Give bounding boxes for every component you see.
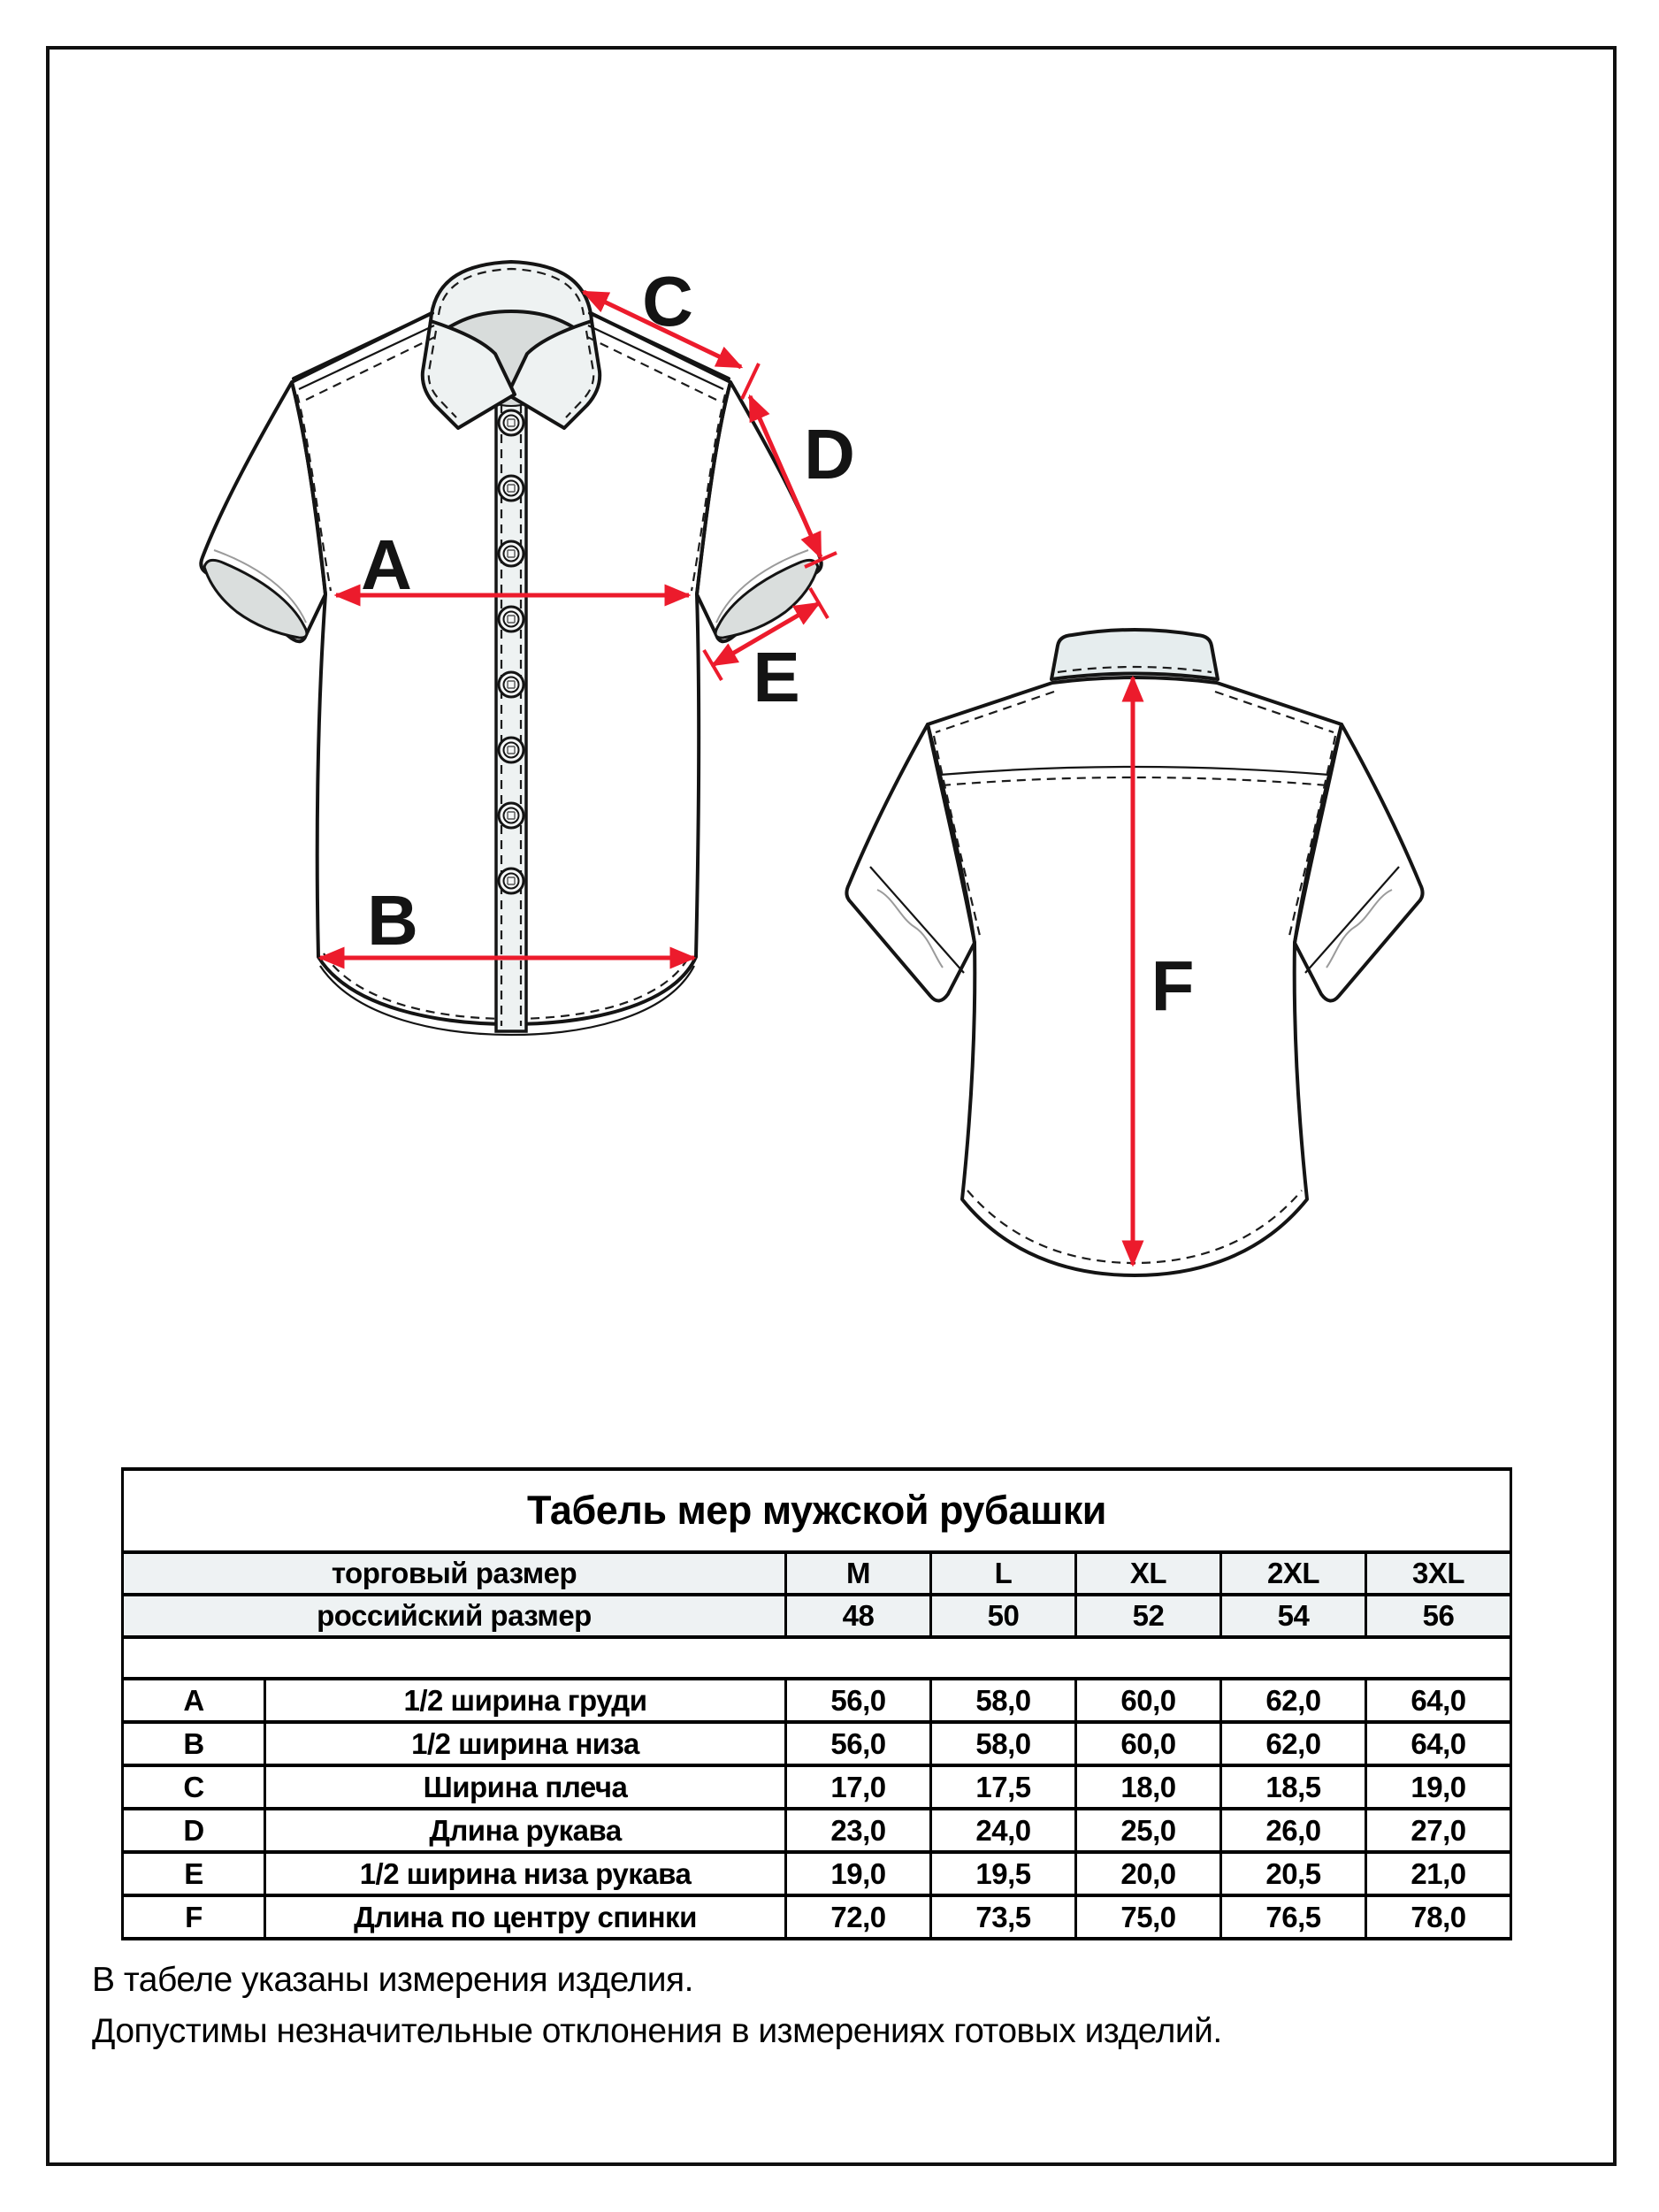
measure-letter: C [123, 1765, 265, 1809]
measure-value: 58,0 [931, 1722, 1076, 1765]
measure-label-b: B [367, 881, 418, 960]
russian-size-value: 50 [931, 1595, 1076, 1637]
measure-value: 17,0 [786, 1765, 931, 1809]
table-row [123, 1722, 1511, 1765]
measure-value: 60,0 [1076, 1722, 1221, 1765]
measure-value: 19,0 [1366, 1765, 1511, 1809]
table-row [123, 1852, 1511, 1895]
size-col-header: L [931, 1552, 1076, 1595]
size-col-header: 3XL [1366, 1552, 1511, 1595]
measure-name: 1/2 ширина низа рукава [265, 1852, 786, 1895]
measure-value: 27,0 [1366, 1809, 1511, 1852]
russian-size-value: 52 [1076, 1595, 1221, 1637]
shirt-front-drawing [201, 262, 821, 1035]
measure-value: 24,0 [931, 1809, 1076, 1852]
spacer-cell [123, 1637, 1511, 1679]
measure-value: 19,5 [931, 1852, 1076, 1895]
footnotes [92, 1955, 1222, 2057]
measure-label-a: A [361, 525, 412, 604]
measure-letter: B [123, 1722, 265, 1765]
measure-value: 64,0 [1366, 1722, 1511, 1765]
measure-value: 20,5 [1221, 1852, 1366, 1895]
measure-value: 17,5 [931, 1765, 1076, 1809]
measure-value: 56,0 [786, 1679, 931, 1722]
measure-value: 72,0 [786, 1895, 931, 1939]
measure-value: 19,0 [786, 1852, 931, 1895]
measure-value: 60,0 [1076, 1679, 1221, 1722]
trade-size-row [123, 1552, 1511, 1595]
size-col-header: XL [1076, 1552, 1221, 1595]
measure-value: 76,5 [1221, 1895, 1366, 1939]
size-col-header: M [786, 1552, 931, 1595]
measure-label-f: F [1151, 946, 1195, 1025]
measure-letter: A [123, 1679, 265, 1722]
measure-name: Ширина плеча [265, 1765, 786, 1809]
measure-letter: E [123, 1852, 265, 1895]
size-col-header: 2XL [1221, 1552, 1366, 1595]
measure-letter: F [123, 1895, 265, 1939]
spacer-row [123, 1637, 1511, 1679]
measure-value: 62,0 [1221, 1679, 1366, 1722]
measure-value: 18,0 [1076, 1765, 1221, 1809]
measure-value: 23,0 [786, 1809, 931, 1852]
measure-value: 18,5 [1221, 1765, 1366, 1809]
back-left-sleeve [846, 724, 975, 1001]
measure-name: Длина по центру спинки [265, 1895, 786, 1939]
table-row [123, 1895, 1511, 1939]
measurement-arrows [320, 292, 1133, 1265]
measure-value: 21,0 [1366, 1852, 1511, 1895]
russian-size-value: 56 [1366, 1595, 1511, 1637]
russian-size-label: российский размер [123, 1595, 786, 1637]
measure-value: 62,0 [1221, 1722, 1366, 1765]
measure-value: 75,0 [1076, 1895, 1221, 1939]
table-title: Табель мер мужской рубашки [123, 1469, 1511, 1552]
measure-value: 56,0 [786, 1722, 931, 1765]
table-row [123, 1809, 1511, 1852]
measure-value: 20,0 [1076, 1852, 1221, 1895]
measure-value: 78,0 [1366, 1895, 1511, 1939]
back-right-sleeve [1295, 724, 1423, 1001]
measure-value: 25,0 [1076, 1809, 1221, 1852]
russian-size-value: 54 [1221, 1595, 1366, 1637]
measure-name: 1/2 ширина груди [265, 1679, 786, 1722]
measure-value: 58,0 [931, 1679, 1076, 1722]
trade-size-label: торговый размер [123, 1552, 786, 1595]
table-title-row [123, 1469, 1511, 1552]
russian-size-row [123, 1595, 1511, 1637]
measure-name: 1/2 ширина низа [265, 1722, 786, 1765]
back-collar [1051, 630, 1218, 679]
measure-value: 26,0 [1221, 1809, 1366, 1852]
measure-letter: D [123, 1809, 265, 1852]
measure-name: Длина рукава [265, 1809, 786, 1852]
front-collar [423, 262, 600, 428]
footnote-line: Допустимы незначительные отклонения в измерениях готовых изделий. [92, 2012, 1222, 2050]
table-row [123, 1765, 1511, 1809]
table-row [123, 1679, 1511, 1722]
measure-value: 73,5 [931, 1895, 1076, 1939]
measure-label-e: E [753, 638, 800, 716]
footnote-line: В табеле указаны измерения изделия. [92, 1961, 693, 1999]
measure-label-d: D [804, 415, 855, 494]
measure-value: 64,0 [1366, 1679, 1511, 1722]
measure-label-c: C [642, 262, 693, 341]
russian-size-value: 48 [786, 1595, 931, 1637]
size-table [121, 1467, 1512, 1940]
